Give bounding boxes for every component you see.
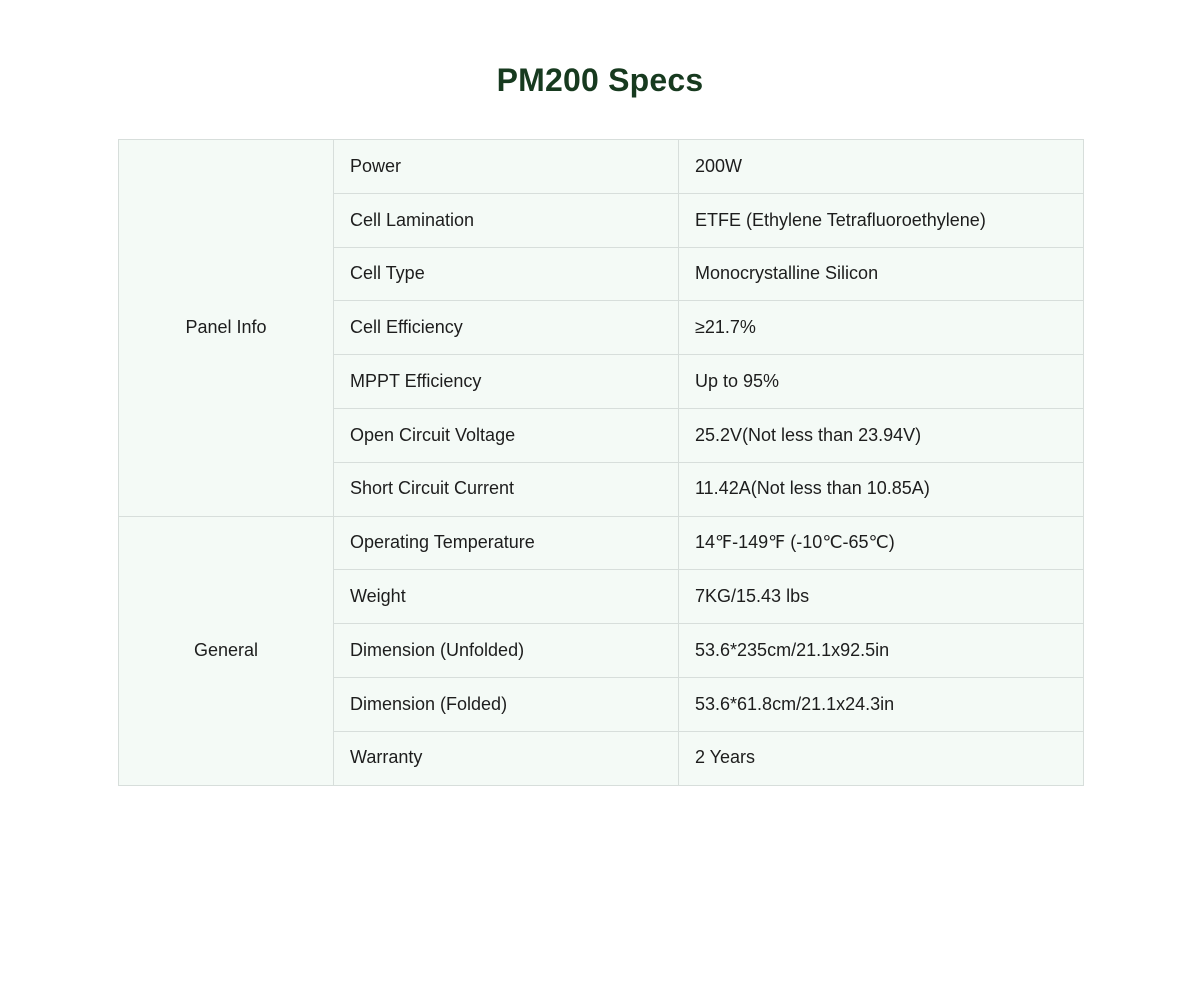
spec-label: Short Circuit Current: [334, 462, 679, 516]
specs-table-container: [118, 139, 1084, 786]
spec-label: Cell Lamination: [334, 193, 679, 247]
spec-value: 2 Years: [679, 731, 1084, 785]
spec-value: 7KG/15.43 lbs: [679, 570, 1084, 624]
spec-label: Open Circuit Voltage: [334, 408, 679, 462]
spec-label: Dimension (Unfolded): [334, 624, 679, 678]
spec-label: Cell Type: [334, 247, 679, 301]
spec-value: 53.6*235cm/21.1x92.5in: [679, 624, 1084, 678]
spec-label: Dimension (Folded): [334, 677, 679, 731]
spec-value: ETFE (Ethylene Tetrafluoroethylene): [679, 193, 1084, 247]
group-label-panel-info: Panel Info: [119, 140, 334, 517]
spec-label: Weight: [334, 570, 679, 624]
spec-value: ≥21.7%: [679, 301, 1084, 355]
spec-label: Warranty: [334, 731, 679, 785]
spec-value: 200W: [679, 140, 1084, 194]
group-label-general: General: [119, 516, 334, 785]
spec-label: MPPT Efficiency: [334, 355, 679, 409]
spec-value: 11.42A(Not less than 10.85A): [679, 462, 1084, 516]
page-title: PM200 Specs: [496, 62, 704, 98]
spec-value: 25.2V(Not less than 23.94V): [679, 408, 1084, 462]
spec-value: 14℉-149℉ (-10℃-65℃): [679, 516, 1084, 570]
table-row: [119, 140, 1084, 194]
spec-value: Up to 95%: [679, 355, 1084, 409]
spec-label: Cell Efficiency: [334, 301, 679, 355]
spec-value: 53.6*61.8cm/21.1x24.3in: [679, 677, 1084, 731]
spec-label: Operating Temperature: [334, 516, 679, 570]
spec-label: Power: [334, 140, 679, 194]
specs-table: [118, 139, 1084, 786]
spec-value: Monocrystalline Silicon: [679, 247, 1084, 301]
table-row: [119, 516, 1084, 570]
